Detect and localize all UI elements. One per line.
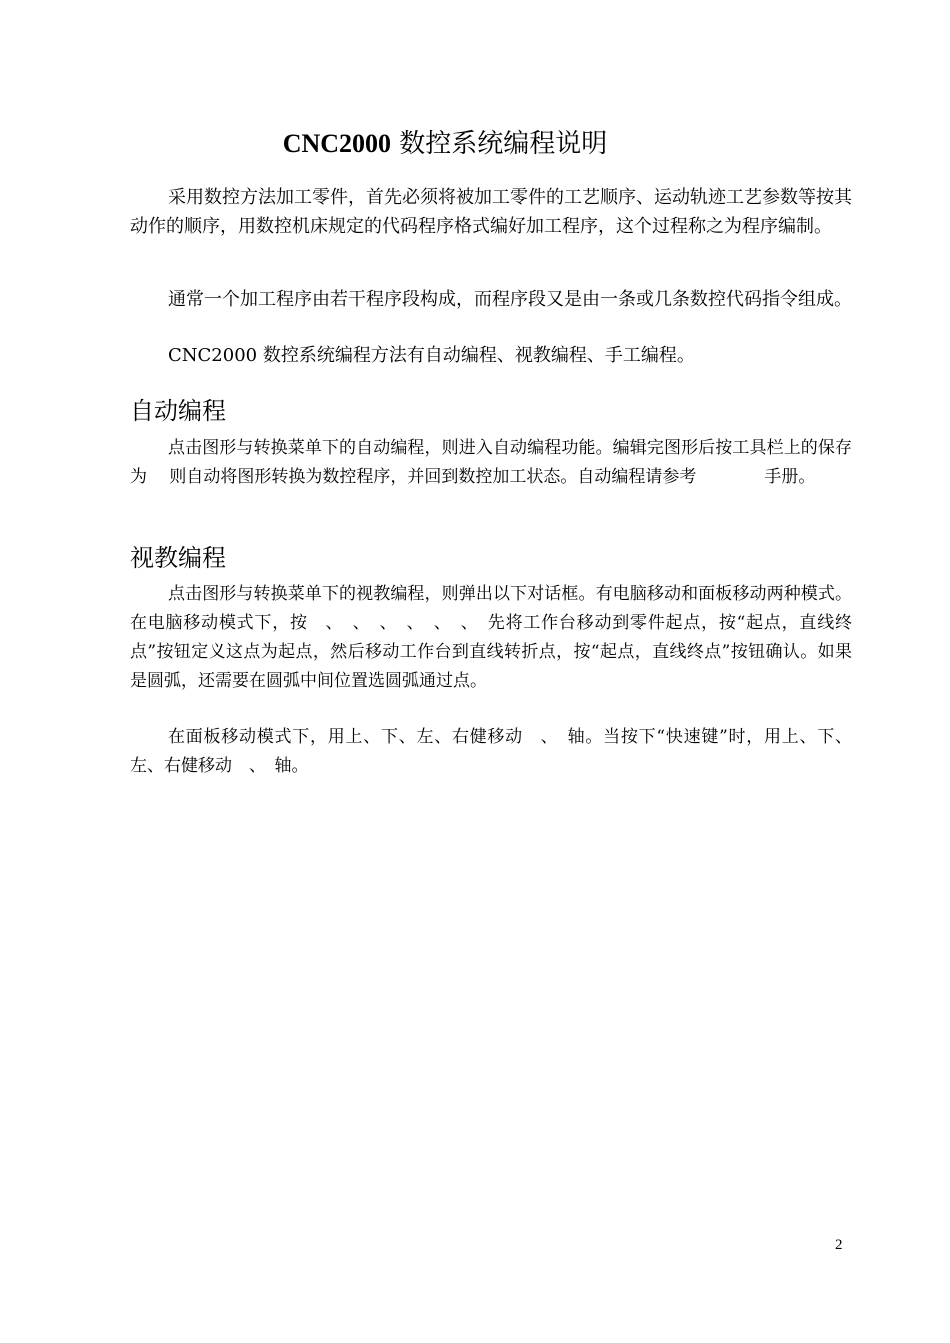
title-text: 数控系统编程说明 bbox=[391, 129, 608, 159]
intro-paragraph-2: 通常一个加工程序由若干程序段构成，而程序段又是由一条或几条数控代码指令组成。 bbox=[168, 289, 852, 310]
title-latin: CNC2000 bbox=[282, 129, 392, 158]
page-title bbox=[0, 128, 890, 160]
section-heading-auto-programming: 自动编程 bbox=[130, 397, 226, 425]
intro-paragraph-3: CNC2000 数控系统编程方法有自动编程、视教编程、手工编程。 bbox=[168, 345, 695, 366]
page-number: 2 bbox=[835, 1237, 843, 1253]
intro-paragraph-1: 采用数控方法加工零件，首先必须将被加工零件的工艺顺序、运动轨迹工艺参数等按其动作的顺序，用数控机床规定的代码程序格式编好加工程序，这个过程称之为程序编制。 bbox=[130, 187, 852, 237]
teach-programming-paragraph-1: 点击图形与转换菜单下的视教编程，则弹出以下对话框。有电脑移动和面板移动两种模式。在电脑移动模式下，按 、 、 、 、 、 、 先将工作台移动到零件起点，按“起点，直线终点”按钮定义这点为起点，然后移动工作台到直线转折点，按“起点，直线终点”按钮确认。如果是圆弧，还需要在圆弧中间位置选圆弧通过点。 bbox=[130, 584, 852, 691]
teach-programming-paragraph-2: 在面板移动模式下，用上、下、左、右健移动 、 轴。当按下“快速键”时，用上、下、左、右健移动 、 轴。 bbox=[130, 727, 852, 776]
section-heading-teach-programming: 视教编程 bbox=[130, 544, 226, 572]
auto-programming-paragraph: 点击图形与转换菜单下的自动编程，则进入自动编程功能。编辑完图形后按工具栏上的保存为 则自动将图形转换为数控程序，并回到数控加工状态。自动编程请参考 手册。 bbox=[130, 438, 852, 487]
